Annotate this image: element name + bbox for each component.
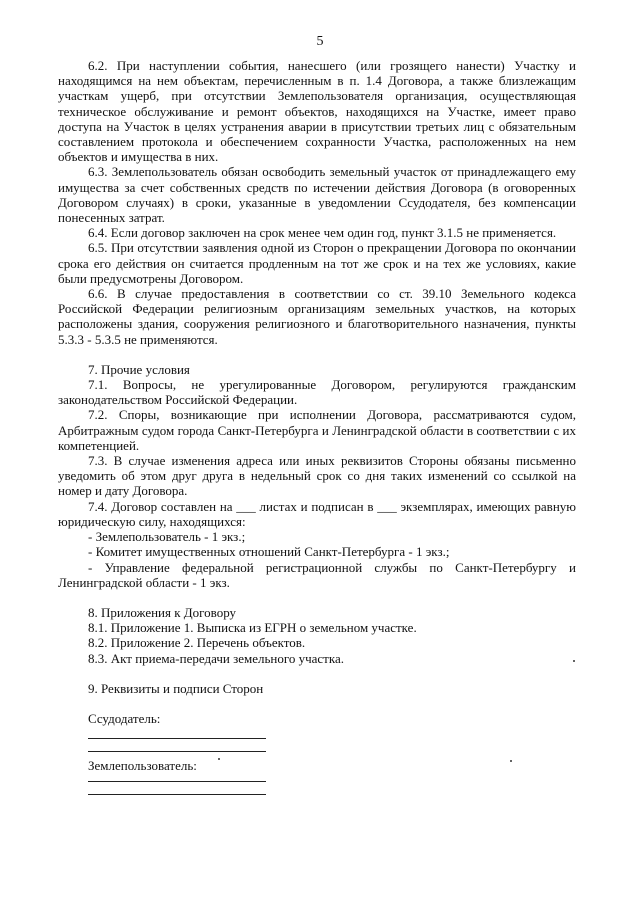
land-user-signature-line-2 — [88, 794, 266, 795]
clause-6-2: 6.2. При наступлении события, нанесшего (или грозящего нанести) Участку и находящимся на нем объектам, перечисленным в п. 1.4 Договора, а также близлежащим участкам ущерб, при отсутствии Землепользователя организация, осуществляющая техническое обслуживание и ремонт объектов, находящихся на Участке, имеет право доступа на Участок в целях устранения аварии в присутствии третьих лиц с обязательным составлением протокола и обеспечением сохранности Участка, расположенных на нем объектов и имущества в них. — [58, 58, 576, 165]
appendix-3: 8.3. Акт приема-передачи земельного участка. — [88, 650, 345, 666]
clause-6-3: 6.3. Землепользователь обязан освободить земельный участок от принадлежащего ему имущества за счет собственных средств по истечении действия Договора (в оговоренных Договором случаях) в сроки, указанные в уведомлении Ссудодателя, без компенсации понесенных затрат. — [58, 164, 576, 226]
scan-speck — [573, 660, 575, 662]
copy-holder-2: - Комитет имущественных отношений Санкт-Петербурга - 1 экз.; — [88, 544, 450, 560]
scan-speck — [218, 758, 220, 760]
appendix-2: 8.2. Приложение 2. Перечень объектов. — [88, 635, 306, 651]
clause-7-3: 7.3. В случае изменения адреса или иных реквизитов Стороны обязаны письменно уведомить об этом друг друга в недельный срок со дня таких изменений со ссылкой на номер и дату Договора. — [58, 453, 576, 499]
lender-label: Ссудодатель: — [88, 710, 161, 726]
clause-6-5: 6.5. При отсутствии заявления одной из Сторон о прекращении Договора по окончании срока его действия он считается продленным на тот же срок и на тех же условиях, какие были предусмотрены Договором. — [58, 240, 576, 286]
page-number: 5 — [316, 34, 324, 49]
clause-6-6: 6.6. В случае предоставления в соответствии со ст. 39.10 Земельного кодекса Российской Федерации религиозным организациям земельных участков, на которых расположены здания, сооружения религиозного и благотворительного назначения, пункты 5.3.3 - 5.3.5 не применяются. — [58, 286, 576, 347]
section-7-heading: 7. Прочие условия — [88, 361, 190, 377]
section-8-heading: 8. Приложения к Договору — [88, 604, 237, 620]
scan-speck — [510, 760, 512, 762]
clause-7-4: 7.4. Договор составлен на ___ листах и подписан в ___ экземплярах, имеющих равную юридическую силу, находящихся: — [58, 498, 576, 529]
document-body — [58, 58, 576, 795]
land-user-label: Землепользователь: — [88, 758, 197, 774]
section-9-heading: 9. Реквизиты и подписи Сторон — [88, 680, 264, 696]
appendix-1: 8.1. Приложение 1. Выписка из ЕГРН о земельном участке. — [88, 620, 417, 636]
clause-7-2: 7.2. Споры, возникающие при исполнении Договора, рассматриваются судом, Арбитражным судом города Санкт-Петербурга и Ленинградской области в соответствии с их компетенцией. — [58, 407, 576, 453]
clause-6-4: 6.4. Если договор заключен на срок менее чем один год, пункт 3.1.5 не применяется. — [88, 225, 557, 241]
copy-holder-3: - Управление федеральной регистрационной службы по Санкт-Петербургу и Ленинградской области - 1 экз. — [58, 559, 576, 590]
copy-holder-1: - Землепользователь - 1 экз.; — [88, 529, 246, 545]
clause-7-1: 7.1. Вопросы, не урегулированные Договором, регулируются гражданским законодательством Российской Федерации. — [58, 377, 576, 408]
